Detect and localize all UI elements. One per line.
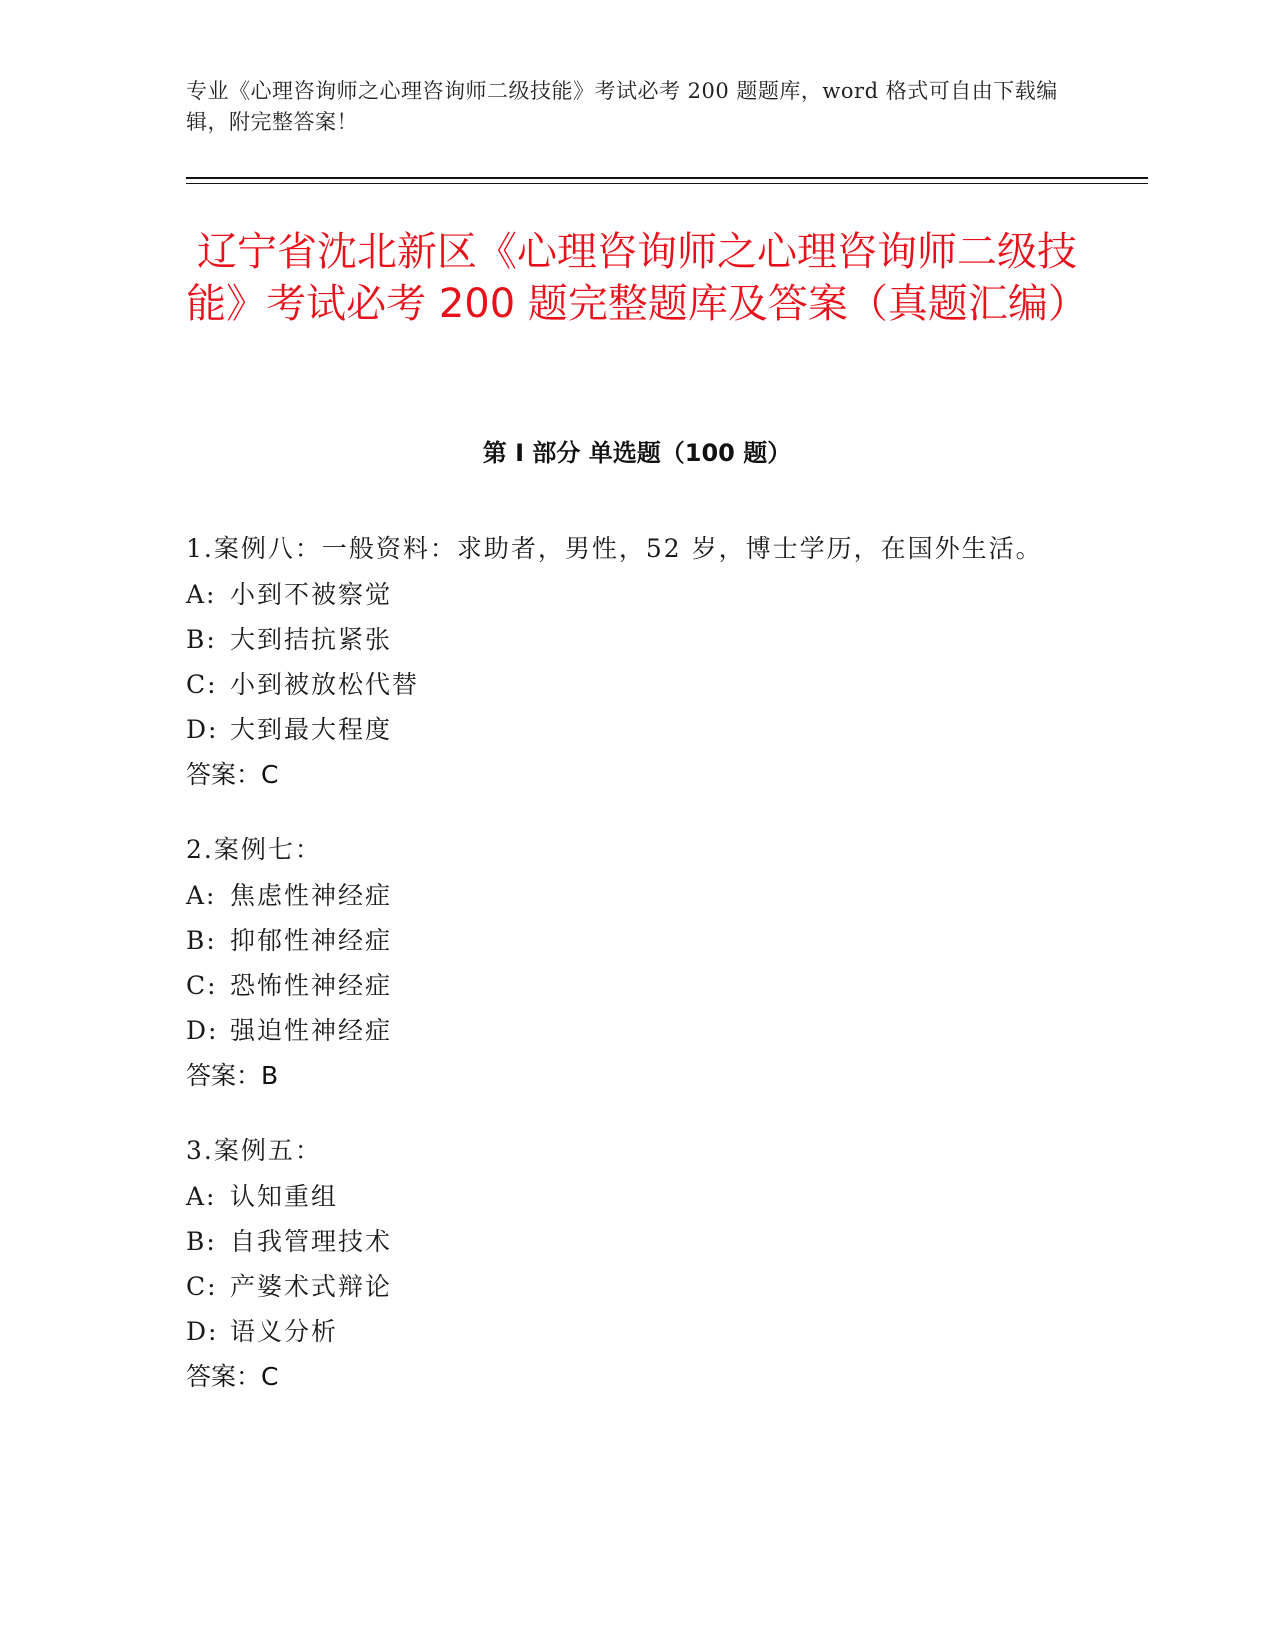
question-stem: 2.案例七：	[186, 835, 322, 864]
question-stem: 3.案例五：	[186, 1136, 322, 1165]
option-letter: B:	[186, 1227, 217, 1256]
option-letter: B:	[186, 625, 217, 654]
question-list	[186, 525, 1086, 1428]
option-text: 大到拮抗紧张	[230, 625, 393, 654]
option-letter: C:	[186, 1272, 218, 1301]
option-letter: A:	[186, 1182, 217, 1211]
option-text: 小到不被察觉	[230, 580, 393, 609]
option-a	[186, 572, 1086, 617]
question-item	[186, 1127, 1086, 1399]
option-d	[186, 1309, 1086, 1354]
header-note: 专业《心理咨询师之心理咨询师二级技能》考试必考 200 题题库，word 格式可自由下载编辑，附完整答案！	[186, 79, 1058, 134]
option-text: 强迫性神经症	[230, 1016, 393, 1045]
option-text: 自我管理技术	[230, 1227, 393, 1256]
option-text: 大到最大程度	[230, 715, 393, 744]
option-text: 抑郁性神经症	[230, 926, 393, 955]
option-d	[186, 707, 1086, 752]
option-text: 语义分析	[230, 1317, 339, 1346]
option-letter: D:	[186, 1317, 219, 1346]
option-text: 小到被放松代替	[230, 670, 420, 699]
option-c	[186, 662, 1086, 707]
option-text: 认知重组	[230, 1182, 339, 1211]
answer-line: 答案：C	[186, 1362, 279, 1391]
option-c	[186, 1264, 1086, 1309]
option-text: 产婆术式辩论	[230, 1272, 393, 1301]
option-b	[186, 1219, 1086, 1264]
option-b	[186, 617, 1086, 662]
option-letter: D:	[186, 715, 219, 744]
option-letter: C:	[186, 971, 218, 1000]
section-heading: 第 I 部分 单选题（100 题）	[482, 439, 792, 467]
question-item	[186, 826, 1086, 1098]
option-b	[186, 918, 1086, 963]
option-d	[186, 1008, 1086, 1053]
header-rule-thick	[186, 177, 1148, 179]
option-a	[186, 1174, 1086, 1219]
option-letter: B:	[186, 926, 217, 955]
option-text: 恐怖性神经症	[230, 971, 393, 1000]
option-letter: C:	[186, 670, 218, 699]
option-a	[186, 873, 1086, 918]
option-letter: A:	[186, 580, 217, 609]
answer-line: 答案：B	[186, 1061, 279, 1090]
question-stem: 1.案例八：一般资料：求助者，男性，52 岁，博士学历，在国外生活。	[186, 534, 1043, 563]
header-rule-thin	[186, 183, 1148, 184]
document-title: 辽宁省沈北新区《心理咨询师之心理咨询师二级技能》考试必考 200 题完整题库及答案（真题汇编）	[186, 229, 1088, 327]
option-c	[186, 963, 1086, 1008]
answer-line: 答案：C	[186, 760, 279, 789]
option-text: 焦虑性神经症	[230, 881, 393, 910]
option-letter: A:	[186, 881, 217, 910]
option-letter: D:	[186, 1016, 219, 1045]
question-item	[186, 525, 1086, 797]
